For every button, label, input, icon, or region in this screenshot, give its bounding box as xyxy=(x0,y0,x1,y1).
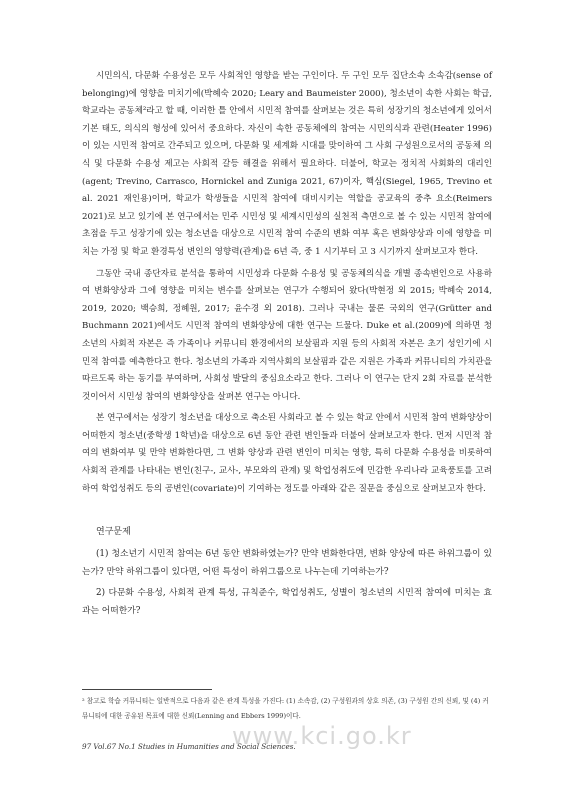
main-body xyxy=(82,68,492,502)
research-question-1: (1) 청소년기 시민적 참여는 6년 동안 변화하였는가? 만약 변화한다면, 변화 양상에 따른 하위그룹이 있는가? 만약 하위그룹이 있다면, 어떤 특성이 하위그룹으로 나누는데 기여하는가? xyxy=(82,549,492,577)
research-question-2: 2) 다문화 수용성, 사회적 관계 특성, 규칙준수, 학업성취도, 성별이 청소년의 시민적 참여에 미치는 효과는 어떠한가? xyxy=(82,588,492,616)
footnote: ² 참고로 학습 커뮤니티는 일반적으로 다음과 같은 관계 특성을 가진다: (1) 소속감, (2) 구성원과의 상호 의존, (3) 구성원 간의 신뢰, 및 (4) 커뮤니티에 대한 공유된 목표에 대한 신뢰(Lenning and Ebbers 1999)이다. xyxy=(82,697,489,720)
research-questions-heading: 연구문제 xyxy=(96,527,131,537)
footnote-divider xyxy=(82,689,212,690)
paragraph-3: 본 연구에서는 성장기 청소년을 대상으로 축소된 사회라고 볼 수 있는 학교 안에서 시민적 참여 변화양상이 어떠한지 청소년(중학생 1학년)을 대상으로 6년 동안 관련 변인들과 더불어 살펴보고자 한다. 먼저 시민적 참여의 변화여부 및 만약 변화한다면, 그 변화 양상과 관련 변인이 미치는 영향, 특히 다문화 수용성을 비롯하여 사회적 관계를 나타내는 변인(친구-, 교사-, 부모와의 관계) 및 학업성취도에 민감한 우리나라 교육풍토를 고려하여 학업성취도 등의 공변인(covariate)이 기여하는 정도를 아래와 같은 질문을 중심으로 살펴보고자 한다. xyxy=(82,413,492,494)
paragraph-2: 그동안 국내 종단자료 분석을 통하여 시민성과 다문화 수용성 및 공동체의식을 개별 종속변인으로 사용하여 변화양상과 그에 영향을 미치는 변수를 살펴보는 연구가 수행되어 왔다(박현정 외 2015; 박혜숙 2014, 2019, 2020; 백승희, 정혜원, 2017; 윤수경 외 2018). 그러나 국내는 물론 국외의 연구(Grütter and Buchmann 2021)에서도 시민적 참여의 변화양상에 대한 연구는 드물다. Duke et al.(2009)에 의하면 청소년의 사회적 자본은 즉 가족이나 커뮤니티 환경에서의 보살핌과 지원 등의 사회적 자본은 초기 성인기에 시민적 참여를 예측한다고 한다. 청소년의 가족과 지역사회의 보살핌과 같은 지원은 가족과 커뮤니티의 가치관을 따르도록 하는 동기를 부여하며, 사회성 발달의 중심요소라고 한다. 그러나 이 연구는 단지 2회 자료를 분석한 것이어서 시민성 참여의 변화양상을 살펴본 연구는 아니다. xyxy=(82,268,492,402)
paragraph-1: 시민의식, 다문화 수용성은 모두 사회적인 영향을 받는 구인이다. 두 구인 모두 집단소속 소속감(sense of belonging)에 영향을 미치기에(박혜숙 2020; Leary and Baumeister 2000), 청소년이 속한 사회는 학급, 학교라는 공동체²라고 할 때, 이러한 틀 안에서 시민적 참여를 살펴보는 것은 특히 성장기의 청소년에게 있어서 기본 태도, 의식의 형성에 있어서 중요하다. 자신이 속한 공동체에의 참여는 시민의식과 관련(Heater 1996)이 있는 시민적 참여로 간주되고 있으며, 다문화 및 세계화 시대를 맞이하여 그 사회 구성원으로서의 공동체 의식 및 다문화 수용성 제고는 사회적 갈등 해결을 위해서 필요하다. 더불어, 학교는 정치적 사회화의 대리인(agent; Trevino, Carrasco, Hornickel and Zuniga 2021, 67)이자, 핵심(Siegel, 1965, Trevino et al. 2021 재인용)이며, 학교가 학생들을 시민적 참여에 대비시키는 역할을 공교육의 중추 요소(Reimers 2021)로 보고 있기에 본 연구에서는 민주 시민성 및 세계시민성의 실천적 측면으로 볼 수 있는 시민적 참여에 초점을 두고 성장기에 있는 청소년을 대상으로 시민적 참여 수준의 변화 여부 혹은 변화양상과 이에 영향을 미치는 가정 및 학교 환경특성 변인의 영향력(관계)을 6년 즉, 중 1 시기부터 고 3 시기까지 살펴보고자 한다. xyxy=(82,71,492,257)
page-footer: 97 Vol.67 No.1 Studies in Humanities and Social Sciences. xyxy=(82,742,296,751)
watermark: www.kci.go.kr xyxy=(232,722,412,750)
research-questions xyxy=(82,546,492,624)
